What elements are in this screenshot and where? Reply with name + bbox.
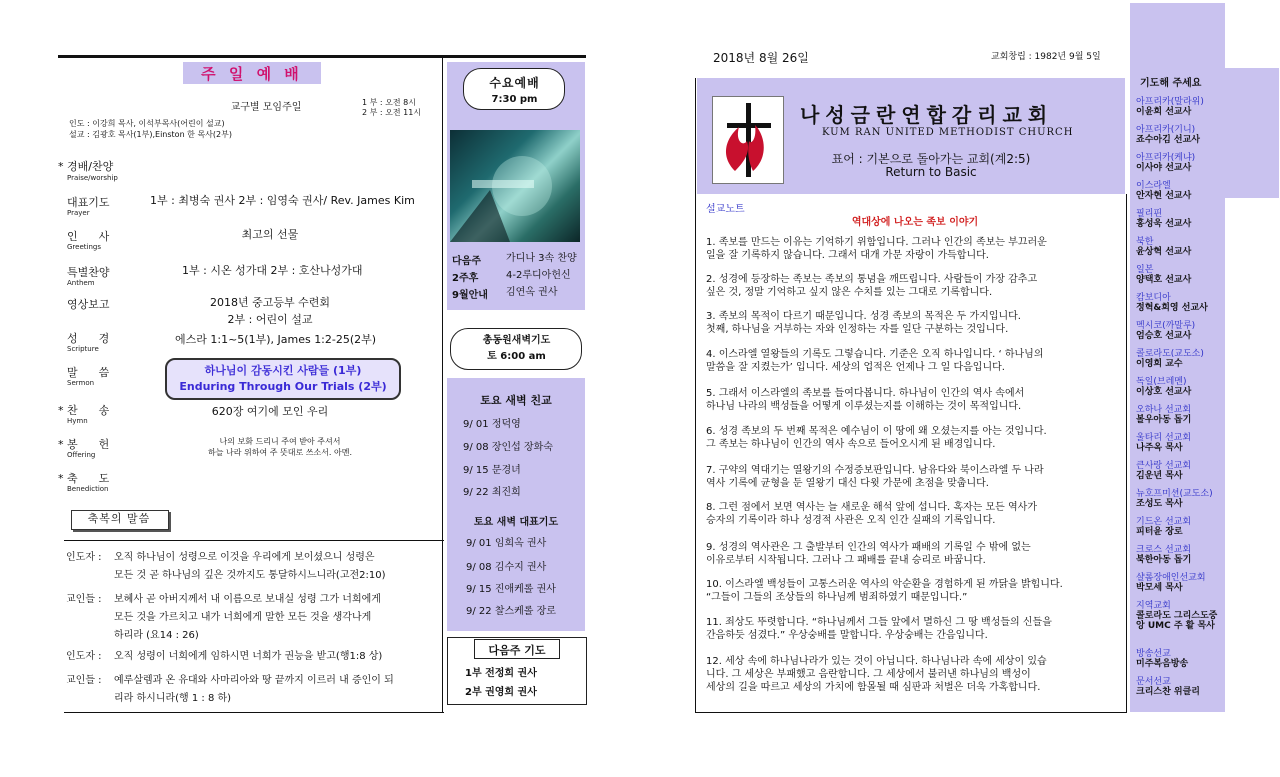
prayer-name: 이윤희 선교사: [1136, 107, 1192, 117]
sat-row: 9/ 22 최진희: [463, 487, 521, 498]
cross-horizontal: [727, 123, 771, 128]
order-label-en: Hymn: [67, 417, 88, 425]
prayer-name: 엄승호 선교사: [1136, 331, 1192, 341]
next-value: 김연옥 권사: [506, 287, 558, 298]
prayer-name: 윤상혁 선교사: [1136, 247, 1192, 257]
order-label: 말 씀: [67, 366, 110, 379]
church-name-ko: 나성금란연합감리교회: [800, 103, 1054, 127]
methodist-logo: [712, 96, 784, 184]
prayer-sidebar-tab: [1225, 68, 1279, 198]
reading-text: 모든 것을 가르치고 내가 너희에게 말한 모든 것을 생각나게: [114, 612, 372, 623]
prayer-region: 울타리 선교회: [1136, 433, 1192, 443]
sat-prayer-row: 9/ 15 진애케롤 권사: [466, 584, 556, 595]
sermon-note-label: 설교노트: [706, 204, 745, 215]
note-line: 승자의 기록이라 하나 성경적 사관은 오직 인간 실패의 기록입니다.: [706, 515, 996, 526]
order-content: 1부 : 최병숙 권사 2부 : 임영숙 권사/ Rev. James Kim: [150, 194, 415, 207]
sermon-note-title: 역대상에 나오는 족보 이야기: [851, 217, 979, 228]
next-label: 2주후: [452, 273, 479, 284]
prayer-name: 북한아동 돕기: [1136, 555, 1192, 565]
reading-who: 교인들 :: [66, 594, 102, 605]
prayer-name: 미주복음방송: [1136, 659, 1189, 669]
order-label-en: Prayer: [67, 209, 90, 217]
prayer-region: 샬롬장애인선교회: [1136, 573, 1206, 583]
reading-text: 하리라 (요14 : 26): [114, 630, 199, 641]
offering-hymn-1: 나의 보화 드리니 주여 받아 주셔서: [219, 437, 341, 446]
note-line: 3. 족보의 목적이 다르기 때문입니다. 성경 족보의 목적은 두 가지입니다.: [706, 311, 1021, 322]
note-line: 4. 이스라엘 열왕들의 기록도 그렇습니다. 기준은 오직 하나입니다. ‘ 하나님의: [706, 349, 1044, 360]
column-divider: [442, 58, 443, 713]
bottom-rule: [64, 712, 444, 713]
top-rule: [58, 55, 586, 58]
order-label: 찬 송: [67, 404, 110, 417]
note-line: “그들이 그들의 조상들의 하나님께 범죄하였기 때문입니다.”: [706, 592, 968, 603]
prayer-name: 죠수아김 선교사: [1136, 135, 1200, 145]
preacher-line: 설교 : 김광호 목사(1부),Einston 한 목사(2부): [69, 130, 232, 139]
note-line: 하나님 나라의 백성들을 어떻게 이루셨는지를 이해하는 것이 목적입니다.: [706, 401, 1022, 412]
note-line: 니다. 그 세상은 부패했고 음란합니다. 그 세상에서 불러낸 하나님의 백성이: [706, 669, 1031, 680]
prayer-region: 콜로라도(교도소): [1136, 349, 1204, 359]
church-name-en: KUM RAN UNITED METHODIST CHURCH: [822, 127, 1074, 138]
order-label-en: Scripture: [67, 345, 99, 353]
prayer-name: 콜로라도 그리스도중앙 UMC 주 활 목사: [1136, 611, 1218, 631]
bulletin-date: 2018년 8월 26일: [713, 51, 809, 65]
cross-vertical: [746, 103, 751, 177]
note-line: 세상의 길을 따르고 세상의 가치에 함몰될 때 심판과 처벌은 더욱 가혹합니다.: [706, 682, 1041, 693]
service-time-2: 2 부 : 오전 11시: [362, 108, 422, 117]
motto-ko: 표어 : 기본으로 돌아가는 교회(계2:5): [831, 152, 1031, 166]
sat-row: 9/ 08 장인섭 장화숙: [463, 442, 553, 453]
sat-prayer-row: 9/ 01 임희옥 권사: [466, 538, 547, 549]
prayer-region: 독일(브레멘): [1136, 377, 1187, 387]
note-line: 첫째, 하나님을 거부하는 자와 인정하는 자를 일단 구분하는 것입니다.: [706, 324, 1009, 335]
reading-text: 보혜사 곧 아버지께서 내 이름으로 보내실 성령 그가 너희에게: [114, 594, 381, 605]
prayer-region: 크로스 선교회: [1136, 545, 1192, 555]
reading-text: 오직 하나님이 성령으로 이것을 우리에게 보이셨으니 성령은: [114, 552, 375, 563]
note-line: 2. 성경에 등장하는 족보는 족보의 통념을 깨뜨립니다. 사람들이 가장 감추고: [706, 274, 1038, 285]
prayer-region: 문서선교: [1136, 677, 1171, 687]
note-line: 6. 성경 족보의 두 번째 목적은 예수님이 이 땅에 왜 오셨는지를 아는 것입니다.: [706, 426, 1047, 437]
page-border-left: [695, 78, 696, 712]
offering-hymn-2: 하늘 나라 위하여 주 뜻대로 쓰소서. 아멘.: [208, 448, 352, 457]
prayer-region: 지역교회: [1136, 601, 1171, 611]
sat-row: 9/ 01 정덕영: [463, 419, 521, 430]
reading-who: 인도자 :: [66, 552, 102, 563]
reading-text: 모든 것 곧 하나님의 깊은 것까지도 통달하시느니라(고전2:10): [114, 570, 386, 581]
reading-text: 리라 하시니라(행 1 : 8 하): [114, 693, 232, 704]
sermon-title-ko: 하나님이 감동시킨 사람들 (1부): [204, 364, 362, 377]
note-line: 말씀을 잘 지켰는가’ 입니다. 세상의 업적은 언제나 그 일 다음입니다.: [706, 362, 1005, 373]
prayer-name: 김운년 목사: [1136, 471, 1183, 481]
prayer-name: 조성도 목사: [1136, 499, 1183, 509]
order-label: 축 도: [67, 472, 110, 485]
sat-prayer-row: 9/ 22 찰스케롤 장로: [466, 606, 556, 617]
note-line: 12. 세상 속에 하나님나라가 있는 것이 아닙니다. 하나님나라 속에 세상이 있습: [706, 656, 1047, 667]
prayer-name: 크리스찬 위클리: [1136, 687, 1200, 697]
order-content: 최고의 선물: [241, 228, 299, 241]
worship-title: 주 일 예 배: [201, 65, 303, 83]
reading-text: 오직 성령이 너희에게 임하시면 너희가 권능을 받고(행1:8 상): [114, 651, 383, 662]
next-prayer-title: 다음주 기도: [488, 644, 546, 657]
sat-prayer-row: 9/ 08 김수지 권사: [466, 562, 547, 573]
sat-row: 9/ 15 문경녀: [463, 465, 521, 476]
standing-mark: *: [58, 404, 64, 417]
order-label: 경배/찬양: [67, 160, 114, 173]
sermon-title-en: Enduring Through Our Trials (2부): [179, 380, 387, 393]
prayer-name: 정혁&희영 선교사: [1136, 303, 1208, 313]
sermon-point-6: [706, 425, 1122, 451]
sermon-point-5: [706, 387, 1122, 413]
prayer-name: 피터윤 장로: [1136, 527, 1183, 537]
wed-title: 수요예배: [489, 76, 540, 90]
sat-title: 토요 새벽 친교: [480, 394, 552, 407]
note-line: 이유로부터 시작됩니다. 그러나 그 패배를 끝내 승리로 바꿉니다.: [706, 555, 986, 566]
note-line: 일을 잘 기록하지 않습니다. 그래서 대개 가문 자랑이 가득합니다.: [706, 250, 989, 261]
prayer-name: 안자현 선교사: [1136, 191, 1192, 201]
order-label-en: Anthem: [67, 279, 95, 287]
wed-image-art: [450, 130, 580, 242]
prayer-region: 아프리카(기니): [1136, 125, 1196, 135]
sermon-point-4: [706, 348, 1122, 374]
image-caption-strip: [472, 180, 534, 188]
standing-mark: *: [58, 472, 64, 485]
prayer-name: 양택호 선교사: [1136, 275, 1192, 285]
sermon-point-10: [706, 578, 1122, 604]
order-label: 인 사: [67, 230, 110, 243]
prayer-name: 이사야 선교사: [1136, 163, 1192, 173]
note-line: 간음하듯 섬겼다.” 우상숭배를 말합니다. 우상숭배는 간음입니다.: [706, 630, 988, 641]
order-content: 620장 여기에 모인 우리: [211, 405, 329, 418]
prayer-region: 일본: [1136, 265, 1154, 275]
prayer-region: 북한: [1136, 237, 1154, 247]
note-line: 7. 구약의 역대기는 열왕기의 수정증보판입니다. 남유다와 북이스라엘 두 나라: [706, 465, 1044, 476]
dawn-title: 총동원새벽기도: [482, 335, 551, 346]
video-sub: 2부 : 어린이 설교: [227, 313, 313, 326]
order-label: 성 경: [67, 332, 110, 345]
order-label-en: Sermon: [67, 379, 95, 387]
prayer-region: 필리핀: [1136, 209, 1163, 219]
reading-text: 예루살렘과 온 유대와 사마리아와 땅 끝까지 이르러 내 증인이 되: [114, 675, 394, 686]
prayer-region: 아프리카(케냐): [1136, 153, 1196, 163]
cross-flame-icon: [713, 97, 783, 183]
prayer-region: 이스라엘: [1136, 181, 1171, 191]
prayer-name: 이영희 교수: [1136, 359, 1183, 369]
order-label-en: Benediction: [67, 485, 109, 493]
sat-prayer-title: 토요 새벽 대표기도: [473, 517, 559, 528]
order-label: 특별찬양: [67, 266, 110, 279]
sermon-point-8: [706, 501, 1122, 527]
page-border-bottom: [695, 712, 1127, 713]
order-label: 대표기도: [67, 196, 110, 209]
reading-who: 교인들 :: [66, 675, 102, 686]
prayer-name: 박모세 목사: [1136, 583, 1183, 593]
prayer-region: 기드온 선교회: [1136, 517, 1192, 527]
flame-left: [726, 127, 748, 171]
note-line: 싶은 것, 정말 기억하고 싶지 않은 수치를 있는 그대로 기록합니다.: [706, 287, 993, 298]
founded-date: 교회창립 : 1982년 9월 5일: [991, 52, 1101, 62]
note-line: 8. 그런 점에서 보면 역사는 늘 새로운 해석 앞에 섭니다. 혹자는 모든 역사가: [706, 502, 1038, 513]
note-line: 역사 기록에 균형을 둔 열왕기 대신 다윗 가문에 초점을 맞춥니다.: [706, 478, 989, 489]
prayer-header: 기도해 주세요: [1140, 78, 1202, 89]
order-label: 봉 헌: [67, 438, 110, 451]
order-label: 영상보고: [67, 298, 110, 311]
order-label-en: Offering: [67, 451, 96, 459]
note-line: 그 족보는 하나님이 인간의 역사 속으로 들어오시게 된 배경입니다.: [706, 439, 996, 450]
prayer-region: 방송선교: [1136, 649, 1171, 659]
order-content: 2018년 중고등부 수련회: [210, 296, 330, 309]
prayer-region: 캄보디아: [1136, 293, 1171, 303]
wed-time: 7:30 pm: [491, 94, 538, 105]
prayer-region: 멕시코(까말루): [1136, 321, 1196, 331]
prayer-name: 볼우아동 돕기: [1136, 415, 1192, 425]
sermon-point-2: [706, 273, 1122, 299]
prayer-name: 홍성욱 선교사: [1136, 219, 1192, 229]
standing-mark: *: [58, 438, 64, 451]
prayer-region: 아프리카(말라위): [1136, 97, 1204, 107]
worship-subtitle: 교구별 모임주일: [230, 102, 302, 113]
service-time-1: 1 부 : 오전 8시: [362, 98, 416, 107]
prayer-region: 오하나 선교회: [1136, 405, 1192, 415]
note-line: 5. 그래서 이스라엘의 족보를 들여다봅니다. 하나님이 인간의 역사 속에서: [706, 388, 1025, 399]
note-line: 9. 성경의 역사관은 그 출발부터 인간의 역사가 패배의 기록일 수 밖에 없는: [706, 542, 1031, 553]
blessing-title: 축복의 말씀: [87, 512, 151, 525]
prayer-region: 큰사랑 선교회: [1136, 461, 1192, 471]
reading-rule: [64, 540, 444, 541]
sermon-point-1: [706, 236, 1122, 262]
sermon-point-11: [706, 616, 1122, 642]
sermon-point-12: [706, 655, 1122, 694]
next-prayer-row: 2부 권영희 권사: [465, 687, 537, 698]
note-line: 1. 족보를 만드는 이유는 기억하기 위함입니다. 그러나 인간의 족보는 부끄러운: [706, 237, 1047, 248]
next-label: 9월안내: [452, 290, 488, 301]
note-line: 11. 죄상도 뚜렷합니다. “하나님께서 그들 앞에서 멸하신 그 땅 백성들의 신들을: [706, 617, 1052, 628]
prayer-name: 이상호 선교사: [1136, 387, 1192, 397]
sermon-point-7: [706, 464, 1122, 490]
sermon-point-3: [706, 310, 1122, 336]
note-line: 10. 이스라엘 백성들이 고통스러운 역사의 악순환을 경험하게 된 까닭을 밝힙니다.: [706, 579, 1063, 590]
standing-mark: *: [58, 160, 64, 173]
prayer-name: 나주옥 목사: [1136, 443, 1183, 453]
motto-en: Return to Basic: [885, 165, 977, 179]
next-label: 다음주: [452, 256, 481, 267]
next-prayer-row: 1부 전정희 권사: [465, 668, 537, 679]
dawn-time: 토 6:00 am: [487, 351, 546, 362]
leader-line: 인도 : 이강희 목사, 이석부목사(어린이 설교): [69, 119, 225, 128]
next-value: 4-2루디아헌신: [506, 270, 571, 281]
page-border-right: [1126, 194, 1127, 712]
wed-image: [450, 130, 580, 242]
sermon-point-9: [706, 541, 1122, 567]
prayer-region: 뉴호프미션(교도소): [1136, 489, 1213, 499]
order-content: 1부 : 시온 성가대 2부 : 호산나성가대: [182, 264, 363, 277]
reading-who: 인도자 :: [66, 651, 102, 662]
order-label-en: Praise/worship: [67, 174, 118, 182]
order-label-en: Greetings: [67, 243, 101, 251]
order-content: 에스라 1:1~5(1부), James 1:2-25(2부): [175, 333, 377, 346]
next-value: 가디나 3속 찬양: [506, 253, 577, 264]
